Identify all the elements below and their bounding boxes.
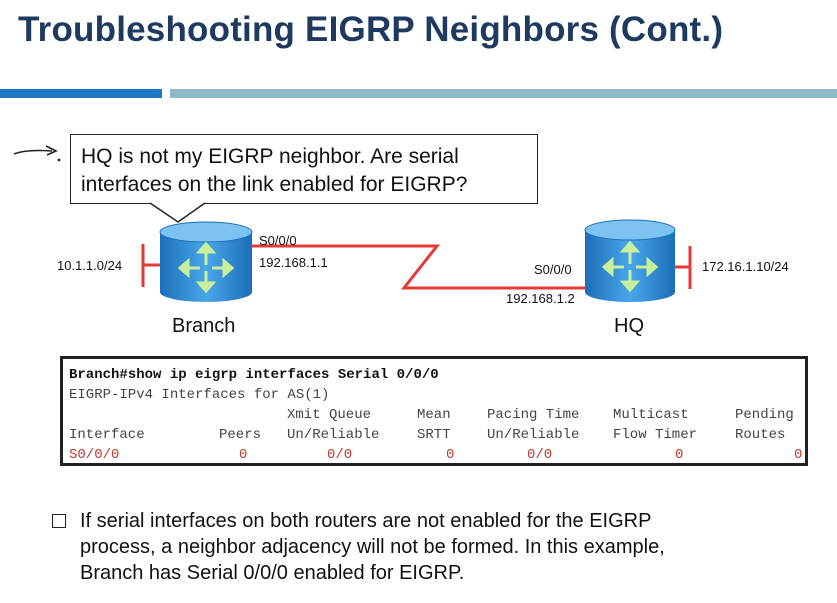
- hdr-pacing-time: Pacing Time: [487, 407, 580, 423]
- branch-ip-label: 192.168.1.1: [259, 255, 328, 270]
- hdr-srtt: SRTT: [417, 427, 451, 443]
- cell-flow-timer: 0: [675, 447, 684, 463]
- cli-header-bottom: [69, 425, 805, 445]
- branch-router-icon: [160, 222, 252, 302]
- cli-header-top: [69, 405, 805, 425]
- cell-srtt: 0: [446, 447, 455, 463]
- cli-as-text: EIGRP-IPv4 Interfaces for AS(1): [69, 387, 330, 403]
- branch-lan-label: 10.1.1.0/24: [57, 258, 123, 273]
- branch-interface-label: S0/0/0: [259, 233, 297, 248]
- hdr-pending: Pending: [735, 407, 794, 423]
- hdr-flow-timer: Flow Timer: [613, 427, 698, 443]
- bullet-line-1: If serial interfaces on both routers are not enabled for the EIGRP: [80, 510, 652, 532]
- hdr-peers: Peers: [219, 427, 262, 443]
- callout-line-2: interfaces on the link enabled for EIGRP?: [81, 173, 468, 196]
- cli-command: show ip eigrp interfaces Serial 0/0/0: [127, 367, 439, 383]
- checkbox-bullet-icon: [52, 514, 66, 528]
- hq-router-icon: [585, 220, 675, 302]
- hq-lan-segment: [675, 246, 690, 289]
- branch-router-name: Branch: [172, 315, 236, 337]
- cell-peers: 0: [239, 447, 248, 463]
- cell-pacing-time: 0/0: [527, 447, 553, 463]
- hdr-interface: Interface: [69, 427, 145, 443]
- hdr-mean: Mean: [417, 407, 451, 423]
- hdr-routes: Routes: [735, 427, 786, 443]
- callout-tail: [150, 203, 205, 222]
- cli-data-row: [69, 445, 805, 465]
- hdr-un-reliable-2: Un/Reliable: [487, 427, 580, 443]
- hdr-multicast: Multicast: [613, 407, 689, 423]
- cli-output: [60, 356, 808, 466]
- cell-routes: 0: [794, 447, 803, 463]
- slide-title: Troubleshooting EIGRP Neighbors (Cont.): [18, 10, 724, 49]
- bullet-point: [52, 508, 812, 586]
- hq-interface-label: S0/0/0: [534, 262, 572, 277]
- bullet-line-3: Branch has Serial 0/0/0 enabled for EIGRP.: [80, 562, 465, 584]
- cli-prompt: Branch#: [69, 367, 128, 383]
- cli-command-line: [69, 365, 805, 385]
- hq-lan-label: 172.16.1.10/24: [702, 259, 789, 274]
- hq-router-name: HQ: [614, 315, 644, 337]
- hdr-xmit-queue: Xmit Queue: [287, 407, 372, 423]
- cli-as-line: [69, 385, 805, 405]
- callout-line-1: HQ is not my EIGRP neighbor. Are serial: [81, 145, 459, 168]
- cell-xmit-queue: 0/0: [327, 447, 353, 463]
- hq-ip-label: 192.168.1.2: [506, 291, 575, 306]
- bullet-line-2: process, a neighbor adjacency will not be formed. In this example,: [80, 536, 665, 558]
- hdr-un-reliable-1: Un/Reliable: [287, 427, 380, 443]
- cell-interface: S0/0/0: [69, 447, 120, 463]
